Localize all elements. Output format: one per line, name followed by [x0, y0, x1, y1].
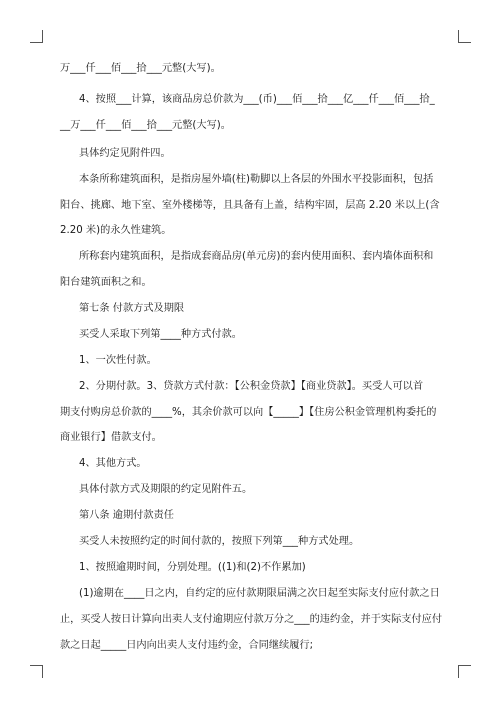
list-item: 4、其他方式。 [79, 458, 147, 469]
text-line: 止，买受人按日计算向出卖人支付逾期应付款万分之___的违约金，并于实际支付应付 [60, 614, 443, 625]
text-line: 具体付款方式及期限的约定见附件五。 [79, 484, 253, 495]
text-line: 款之日起_____日内向出卖人支付违约金，合同继续履行; [60, 640, 314, 651]
text-line: 期支付购房总价款的____%，其余价款可以向【_____】【住房公积金管理机构委托的 [60, 407, 437, 418]
crop-mark-top-right [458, 30, 471, 43]
text-line: __万___仟___佰___拾___元整(大写)。 [60, 120, 231, 131]
text-line: 4、按照___计算，该商品房总价款为___(币)___佰___拾___亿___仟___佰___拾_ [79, 94, 435, 105]
text-line: 所称套内建筑面积，是指成套商品房(单元房)的套内使用面积、套内墙体面积和 [79, 251, 434, 262]
crop-mark-bottom-left [30, 665, 43, 678]
crop-mark-bottom-right [458, 665, 471, 678]
text-line: 阳台建筑面积之和。 [60, 277, 152, 288]
text-line: (1)逾期在____日之内，自约定的应付款期限届满之次日起至实际支付应付款之日 [79, 588, 440, 599]
crop-mark-top-left [30, 30, 43, 43]
text-line: 2.20 米)的永久性建筑。 [60, 225, 172, 236]
list-item: 1、一次性付款。 [79, 355, 157, 366]
list-item: 2、分期付款。3、贷款方式付款：【公积金贷款】【商业贷款】。买受人可以首 [79, 381, 424, 392]
text-line: 具体约定见附件四。 [79, 148, 171, 159]
section-heading: 第七条 付款方式及期限 [79, 303, 185, 314]
text-line: 本条所称建筑面积，是指房屋外墙(柱)勒脚以上各层的外围水平投影面积，包括 [79, 174, 434, 185]
text-line: 阳台、挑廊、地下室、室外楼梯等，且具备有上盖，结构牢固，层高 2.20 米以上(含 [60, 200, 440, 211]
section-heading: 第八条 逾期付款责任 [79, 510, 174, 521]
text-line: 商业银行】借款支付。 [60, 432, 162, 443]
text-line: 买受人采取下列第____种方式付款。 [79, 329, 242, 340]
text-line: 买受人未按照约定的时间付款的，按照下列第___种方式处理。 [79, 536, 360, 547]
text-line: 万___仟___佰___拾___元整(大写)。 [60, 63, 221, 74]
list-item: 1、按照逾期时间，分别处理。((1)和(2)不作累加) [79, 562, 306, 573]
